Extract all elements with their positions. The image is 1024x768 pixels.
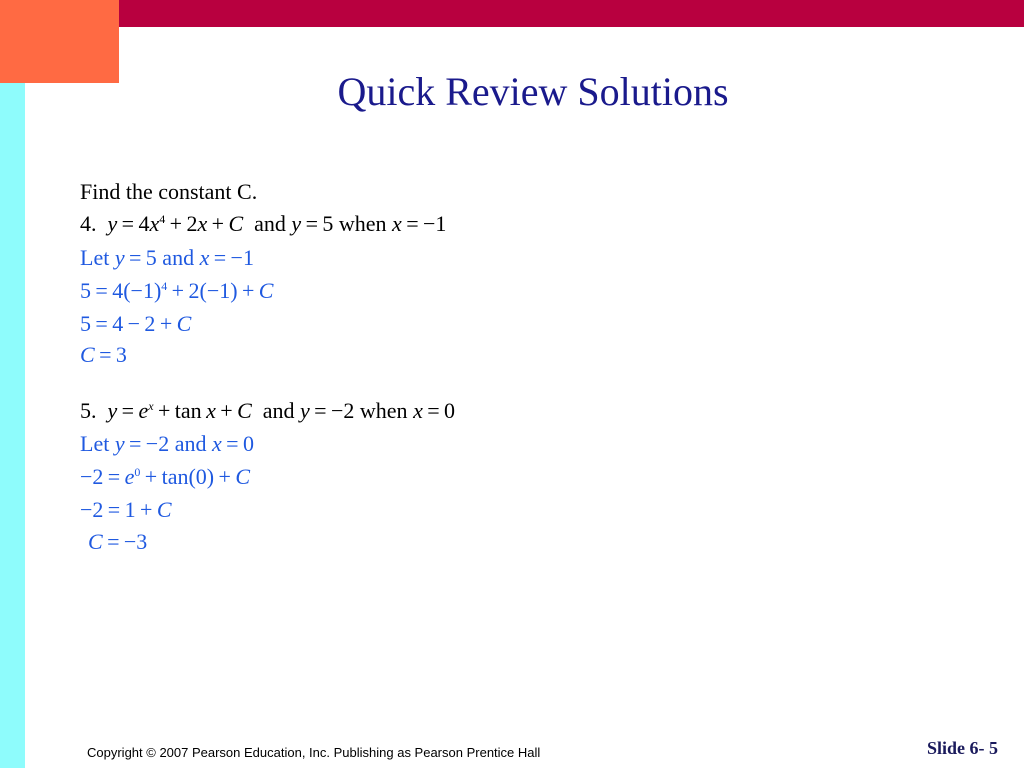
problem-5-step-3: −2 = 1 + C <box>80 497 172 522</box>
problem-4-step-1: Let y = 5 and x = −1 <box>80 245 254 270</box>
problem-5-step-2: $-2 = e^0 + \tan(0) + C$ <box>80 464 251 489</box>
problem-5-number: 5. <box>80 398 97 423</box>
slide-title: Quick Review Solutions <box>337 69 729 114</box>
problem-5-step-1: Let y = −2 and x = 0 <box>80 431 254 456</box>
slide-number: Slide 6- 5 <box>926 738 998 758</box>
problem-5-step-4: C = −3 <box>88 529 148 554</box>
problem-4-statement: 4. $y = 4x^4 + 2x + C$ and y = 5 when x = −1 <box>80 211 447 236</box>
problem-4-number: 4. <box>80 211 97 236</box>
problem-5-statement: 5. $y = e^x + \tan x + C$ and y = −2 when x = 0 <box>80 398 456 423</box>
side-accent-bar <box>0 83 25 768</box>
copyright-notice: Copyright © 2007 Pearson Education, Inc. Publishing as Pearson Prentice Hall <box>87 745 541 760</box>
problem-4-step-2: $5 = 4(-1)^4 + 2(-1) + C$ <box>80 278 274 303</box>
top-accent-bar <box>0 0 1024 27</box>
intro-text: Find the constant C. <box>80 179 258 204</box>
problem-4-step-4: C = 3 <box>80 342 127 367</box>
problem-4-step-3: 5 = 4 − 2 + C <box>80 311 192 336</box>
